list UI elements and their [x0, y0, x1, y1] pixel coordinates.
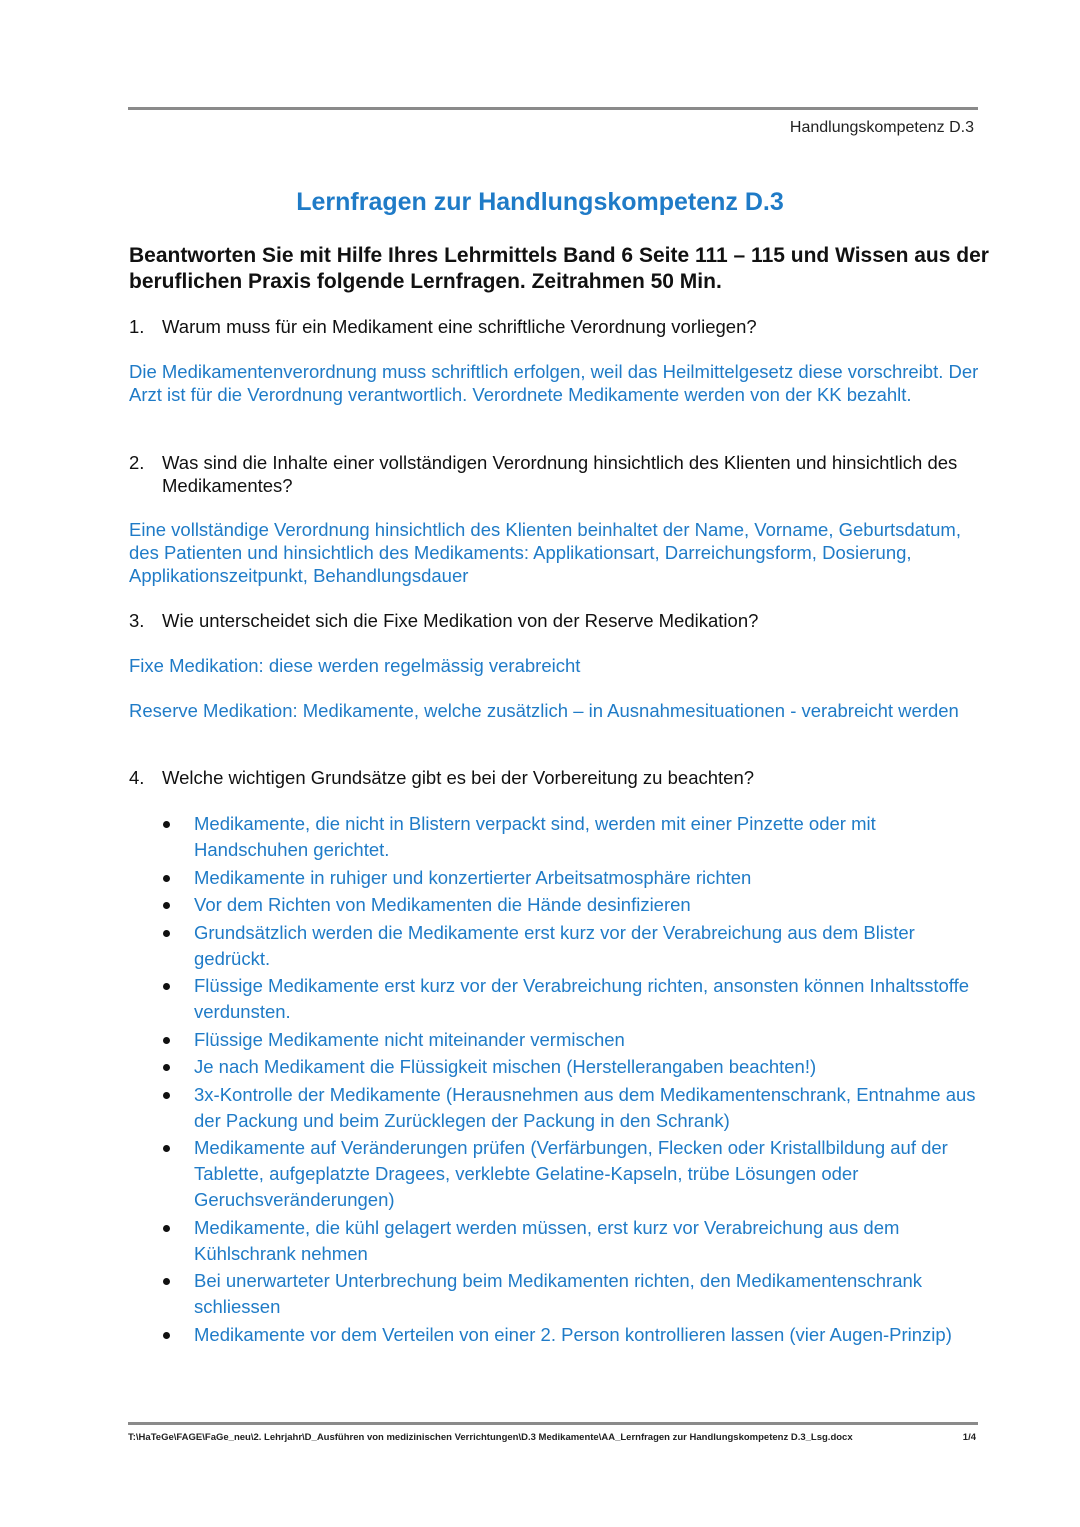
list-item: Bei unerwarteter Unterbrechung beim Medikamenten richten, den Medikamentenschrank schliessen — [160, 1268, 990, 1320]
question-number: 1. — [129, 316, 145, 337]
list-item: Medikamente vor dem Verteilen von einer 2. Person kontrollieren lassen (vier Augen-Prinzip) — [160, 1322, 990, 1348]
bullet-icon — [163, 1225, 170, 1232]
question-text: Warum muss für ein Medikament eine schriftliche Verordnung vorliegen? — [162, 316, 757, 337]
list-item: Medikamente in ruhiger und konzertierter Arbeitsatmosphäre richten — [160, 865, 990, 891]
question-text: Was sind die Inhalte einer vollständigen Verordnung hinsichtlich des Klienten und hinsichtlich des Medikamentes? — [162, 452, 958, 496]
document-title: Lernfragen zur Handlungskompetenz D.3 — [296, 188, 784, 216]
bullet-icon — [163, 1092, 170, 1099]
header-rule — [128, 107, 978, 110]
list-item: 3x-Kontrolle der Medikamente (Herausnehmen aus dem Medikamentenschrank, Entnahme aus der Packung und beim Zurücklegen der Packung in den Schrank) — [160, 1082, 990, 1134]
footer-rule — [128, 1422, 978, 1425]
answer-2 — [129, 518, 979, 587]
list-item: Flüssige Medikamente erst kurz vor der Verabreichung richten, ansonsten können Inhaltsstoffe verdunsten. — [160, 973, 990, 1025]
bullet-icon — [163, 1145, 170, 1152]
question-number: 3. — [129, 610, 145, 631]
answer-3-reserve — [129, 699, 979, 722]
footer-page-number: 1/4 — [962, 1432, 976, 1443]
bullet-icon — [163, 930, 170, 937]
bullet-icon — [163, 821, 170, 828]
answer-text: Reserve Medikation: Medikamente, welche zusätzlich – in Ausnahmesituationen - verabreicht werden — [129, 700, 959, 721]
principles-list — [160, 811, 990, 1349]
list-item: Medikamente auf Veränderungen prüfen (Verfärbungen, Flecken oder Kristallbildung auf der Tablette, aufgeplatzte Dragees, verklebte Gelatine-Kapseln, trübe Lösungen oder Geruchsveränderungen) — [160, 1135, 990, 1213]
question-2 — [129, 451, 969, 497]
answer-text: Die Medikamentenverordnung muss schriftlich erfolgen, weil das Heilmittelgesetz diese vorschreibt. Der Arzt ist für die Verordnung verantwortlich. Verordnete Medikamente werden von der KK bezahlt. — [129, 361, 979, 405]
bullet-icon — [163, 1332, 170, 1339]
bullet-icon — [163, 902, 170, 909]
question-3 — [129, 609, 969, 632]
bullet-icon — [163, 1064, 170, 1071]
question-text: Wie unterscheidet sich die Fixe Medikation von der Reserve Medikation? — [162, 610, 759, 631]
question-4 — [129, 766, 969, 789]
answer-1 — [129, 360, 979, 406]
footer-file-path: T:\HaTeGe\FAGE\FaGe_neu\2. Lehrjahr\D_Ausführen von medizinischen Verrichtungen\D.3 Medikamente\AA_Lernfragen zur Handlungskompetenz D.3_Lsg.docx — [128, 1432, 853, 1443]
question-text: Welche wichtigen Grundsätze gibt es bei der Vorbereitung zu beachten? — [162, 767, 755, 788]
list-item: Flüssige Medikamente nicht miteinander vermischen — [160, 1027, 990, 1053]
list-item: Medikamente, die nicht in Blistern verpackt sind, werden mit einer Pinzette oder mit Handschuhen gerichtet. — [160, 811, 990, 863]
intro-instructions: Beantworten Sie mit Hilfe Ihres Lehrmittels Band 6 Seite 111 – 115 und Wissen aus der beruflichen Praxis folgende Lernfragen. Zeitrahmen 50 Min. — [129, 244, 989, 293]
list-item: Je nach Medikament die Flüssigkeit mischen (Herstellerangaben beachten!) — [160, 1054, 990, 1080]
question-number: 4. — [129, 767, 145, 788]
bullet-icon — [163, 1037, 170, 1044]
list-item: Medikamente, die kühl gelagert werden müssen, erst kurz vor Verabreichung aus dem Kühlschrank nehmen — [160, 1215, 990, 1267]
list-item: Grundsätzlich werden die Medikamente erst kurz vor der Verabreichung aus dem Blister gedrückt. — [160, 920, 990, 972]
question-1 — [129, 315, 969, 338]
bullet-icon — [163, 1278, 170, 1285]
question-number: 2. — [129, 452, 145, 473]
answer-3-fixed — [129, 654, 979, 677]
answer-text: Eine vollständige Verordnung hinsichtlich des Klienten beinhaltet der Name, Vorname, Geburtsdatum, des Patienten und hinsichtlich des Medikaments: Applikationsart, Darreichungsform, Dosierung, Applikationszeitpunkt, Behandlungsdauer — [129, 519, 961, 586]
header-label: Handlungskompetenz D.3 — [789, 119, 974, 136]
bullet-icon — [163, 983, 170, 990]
list-item: Vor dem Richten von Medikamenten die Hände desinfizieren — [160, 892, 990, 918]
bullet-icon — [163, 875, 170, 882]
answer-text: Fixe Medikation: diese werden regelmässig verabreicht — [129, 655, 581, 676]
